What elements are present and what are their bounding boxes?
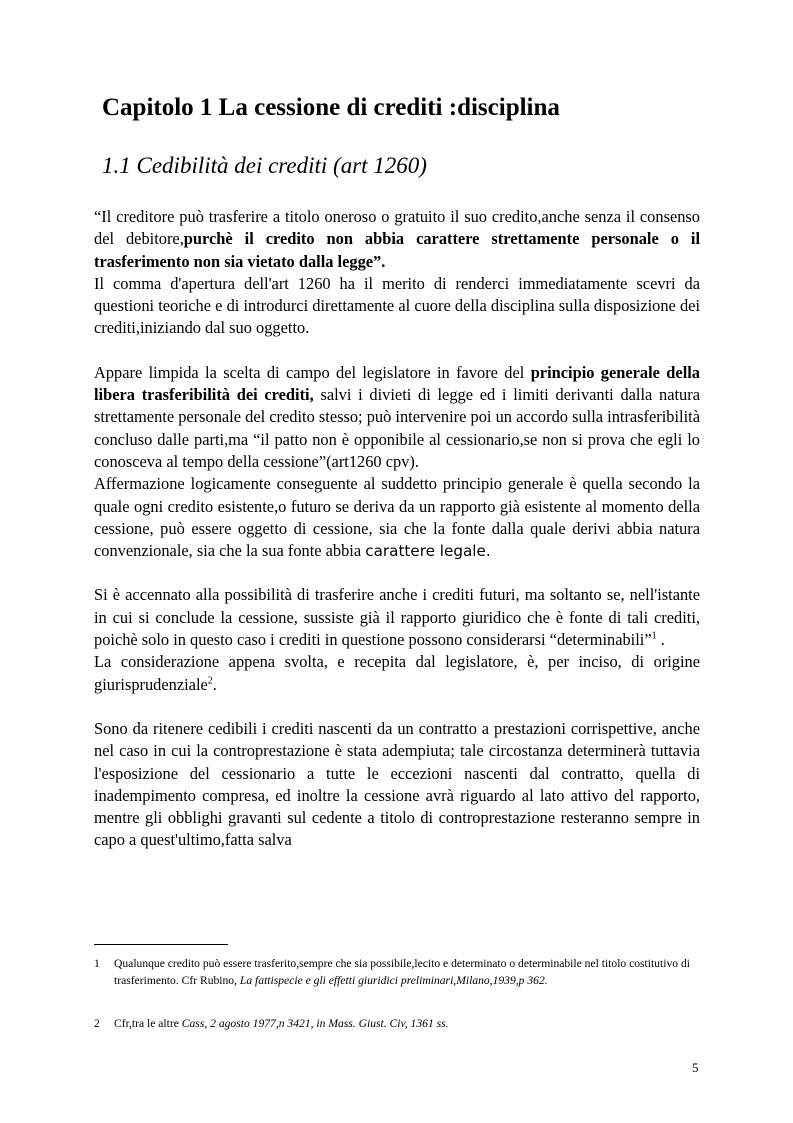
paragraph-quote (94, 206, 700, 273)
paragraph-commentary: Il comma d'apertura dell'art 1260 ha il merito di renderci immediatamente scevri da questioni teoriche e di introdurci direttamente al cuore della disciplina sulla disposizione dei crediti,iniziando dal suo oggetto. (94, 273, 700, 338)
footnote-2 (94, 1015, 706, 1032)
quote-bold-text: purchè il credito non abbia carattere strettamente personale o il trasferimento non sia vietato dalla legge”. (94, 229, 700, 271)
footnote-text: Cfr,tra le altre Cass, 2 agosto 1977,n 3421, in Mass. Giust. Civ, 1361 ss. (114, 1017, 449, 1030)
footnote-citation: La fattispecie e gli effetti giuridici preliminari,Milano,1939,p 362. (239, 974, 548, 987)
quote-text: “Il creditore può trasferire a titolo oneroso o gratuito il suo credito,anche senza il consenso del debitore, (94, 207, 700, 249)
body-text (94, 206, 700, 852)
section-title: 1.1 Cedibilità dei crediti (art 1260) (102, 153, 427, 178)
paragraph-jurisprudence: La considerazione appena svolta, e recepita dal legislatore, è, per inciso, di origine giurisprudenziale$^2$. (94, 652, 700, 694)
footnote-ref-2[interactable]: 2 (207, 675, 213, 687)
footnote-number: 1 (94, 957, 100, 970)
paragraph-future-credits: Si è accennato alla possibilità di trasferire anche i crediti futuri, ma soltanto se, nell'istante in cui si conclude la cessione, sussiste già il rapporto giuridico che è fonte di tali crediti, poichè solo in questo caso i crediti in questione possono considerarsi “determinabili”$^1$ . (94, 585, 700, 650)
footnote-text: Qualunque credito può essere trasferito,sempre che sia possibile,lecito e determinato o determinabile nel titolo costitutivo di trasferimento. Cfr Rubino, La fattispecie e gli effetti giuridici preliminari,Milano,1939,p 362. (114, 957, 690, 987)
footnote-1 (94, 955, 706, 989)
paragraph-corresponding-contracts: Sono da ritenere cedibili i crediti nascenti da un contratto a prestazioni corrispettive, anche nel caso in cui la controprestazione è stata adempiuta; tale circostanza determinerà tuttavia l'esposizione del cessionario a tutte le eccezioni nascenti dal contratto, quella di inadempimento compresa, ed inoltre la cessione avrà riguardo al lato attivo del rapporto, mentre gli obblighi gravanti sul cedente a titolo di controprestazione resteranno sempre in capo a quest'ultimo,fatta salva (94, 718, 700, 850)
principle-bold-text: principio generale della libera trasferibilità dei crediti, (94, 362, 700, 405)
footnote-citation: Cass, 2 agosto 1977,n 3421, in Mass. Giust. Civ, 1361 ss. (181, 1017, 449, 1030)
paragraph-consequence: Affermazione logicamente conseguente al suddetto principio generale è quella secondo la quale ogni credito esistente,o futuro se deriva da un rapporto già esistente al momento della cessione, può essere oggetto di cessione, sia che la fonte dalla quale derivi abbia natura convenzionale, sia che la sua fonte abbia carattere legale. (94, 474, 700, 561)
chapter-title: Capitolo 1 La cessione di crediti :disciplina (102, 94, 560, 121)
footnote-divider (94, 944, 228, 945)
footnote-ref-1[interactable]: 1 (651, 630, 657, 642)
footnote-number: 2 (94, 1017, 100, 1030)
paragraph-principle: Appare limpida la scelta di campo del legislatore in favore del principio generale della libera trasferibilità dei crediti, salvi i divieti di legge ed i limiti derivanti dalla natura strettamente personale del credito stesso; può intervenire poi un accordo sulla intrasferibilità concluso dalle parti,ma “il patto non è opponibile al cessionario,se non si prova che egli lo conosceva al tempo della cessione”(art1260 cpv). (94, 362, 700, 471)
page-number: 5 (692, 1060, 699, 1075)
